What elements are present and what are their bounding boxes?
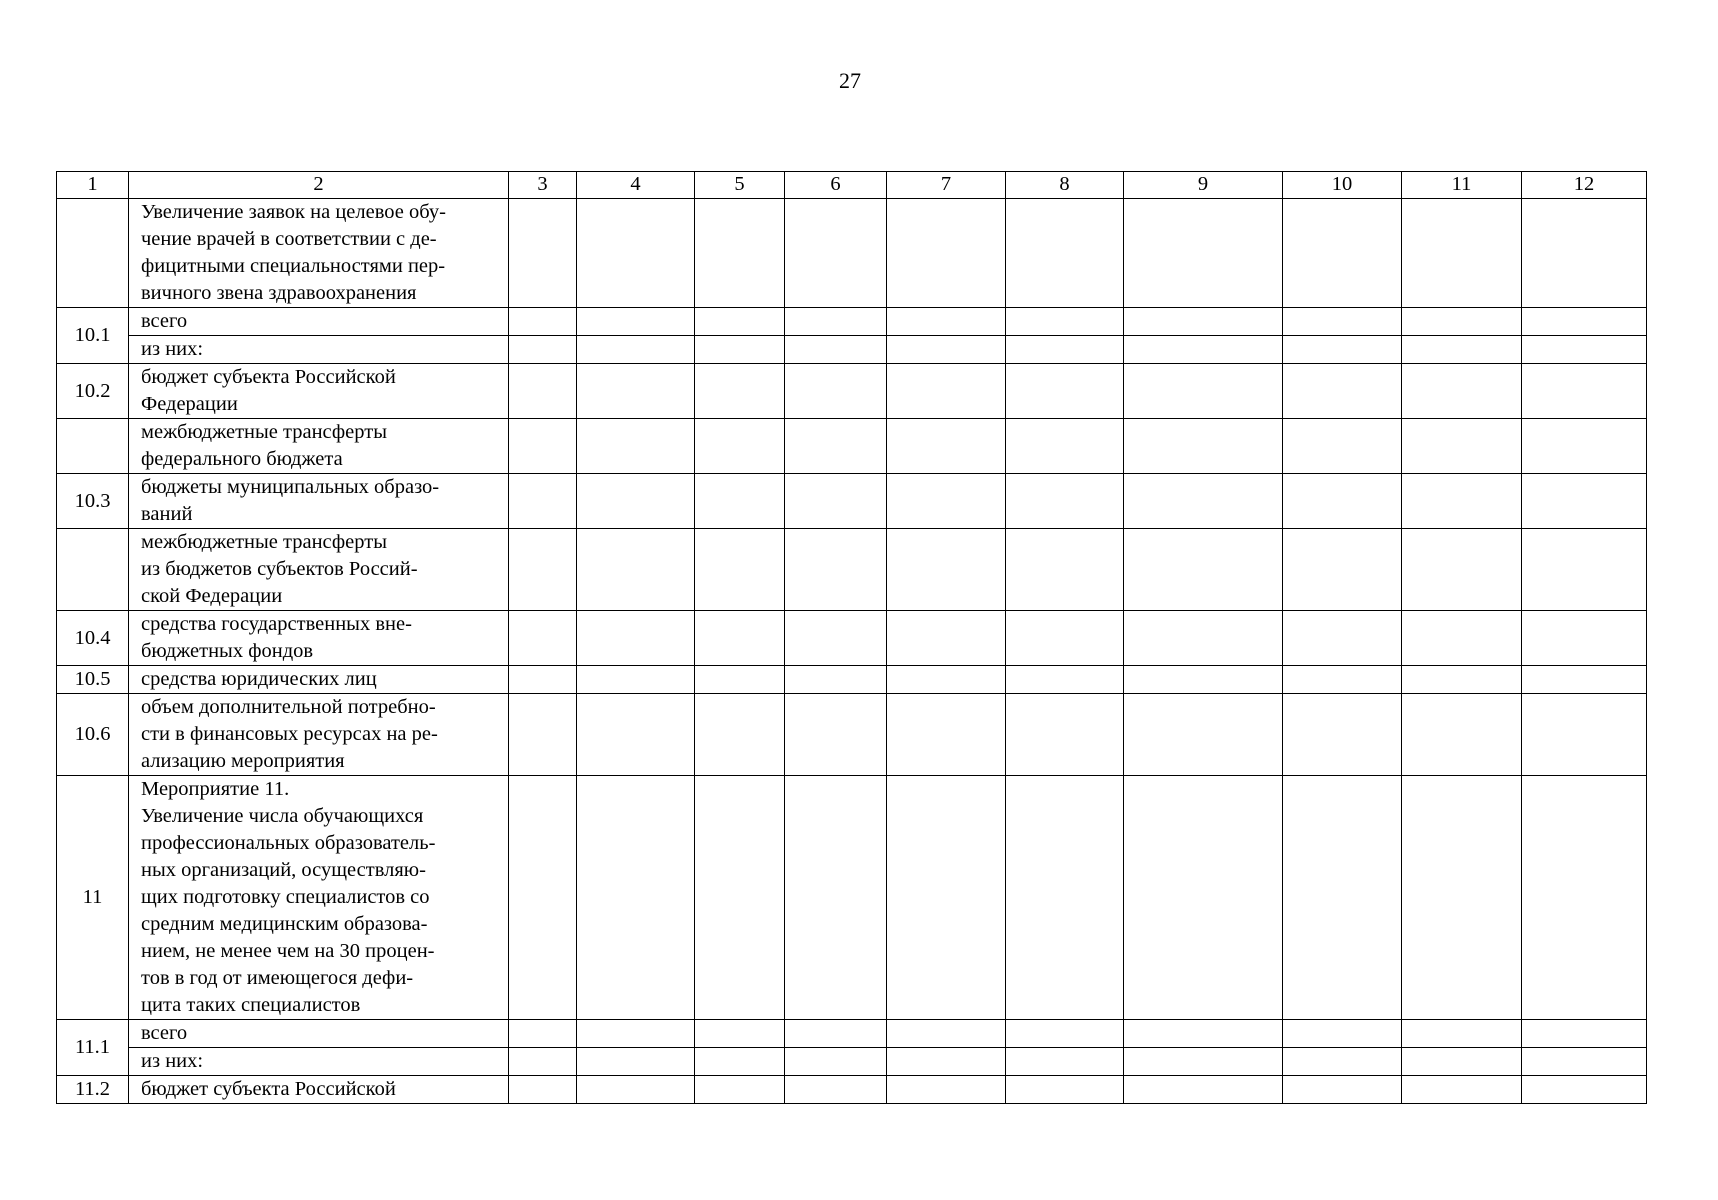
value-cell — [695, 199, 785, 308]
description-line: фицитными специальностями пер- — [141, 255, 446, 277]
row-description-cell — [129, 308, 509, 336]
value-cell — [1402, 529, 1522, 611]
value-cell — [1522, 611, 1647, 666]
value-cell — [1522, 1048, 1647, 1076]
value-cell — [577, 694, 695, 776]
description-line: ской Федерации — [141, 585, 283, 607]
value-cell — [1522, 529, 1647, 611]
table-row — [57, 666, 1647, 694]
description-line: тов в год от имеющегося дефи- — [141, 967, 414, 989]
table-row — [57, 611, 1647, 666]
value-cell — [785, 1020, 887, 1048]
row-number-cell: 11 — [57, 776, 129, 1020]
value-cell — [1522, 666, 1647, 694]
value-cell — [1522, 474, 1647, 529]
value-cell — [1283, 694, 1402, 776]
value-cell — [509, 364, 577, 419]
value-cell — [1124, 364, 1283, 419]
row-number-cell: 10.4 — [57, 611, 129, 666]
value-cell — [509, 529, 577, 611]
value-cell — [695, 364, 785, 419]
value-cell — [1522, 199, 1647, 308]
table-row — [57, 308, 1647, 336]
value-cell — [1402, 1020, 1522, 1048]
row-description-cell — [129, 474, 509, 529]
row-description-cell — [129, 336, 509, 364]
column-header: 11 — [1402, 172, 1522, 199]
row-description-cell — [129, 364, 509, 419]
value-cell — [1283, 336, 1402, 364]
description-line: бюджет субъекта Российской — [141, 1078, 396, 1100]
value-cell — [509, 419, 577, 474]
value-cell — [1402, 199, 1522, 308]
value-cell — [887, 666, 1006, 694]
value-cell — [1006, 776, 1124, 1020]
column-header: 10 — [1283, 172, 1402, 199]
value-cell — [577, 611, 695, 666]
row-number-cell: 11.2 — [57, 1076, 129, 1104]
column-header: 9 — [1124, 172, 1283, 199]
value-cell — [695, 474, 785, 529]
value-cell — [1522, 694, 1647, 776]
value-cell — [695, 1048, 785, 1076]
value-cell — [1283, 1048, 1402, 1076]
value-cell — [1522, 419, 1647, 474]
value-cell — [1006, 1020, 1124, 1048]
row-description-cell — [129, 666, 509, 694]
row-number-cell: 10.5 — [57, 666, 129, 694]
column-header: 7 — [887, 172, 1006, 199]
value-cell — [1283, 474, 1402, 529]
value-cell — [1006, 364, 1124, 419]
value-cell — [1402, 1048, 1522, 1076]
column-header: 1 — [57, 172, 129, 199]
description-line: из бюджетов субъектов Россий- — [141, 558, 418, 580]
row-description-cell — [129, 611, 509, 666]
value-cell — [1283, 1020, 1402, 1048]
value-cell — [1402, 474, 1522, 529]
value-cell — [1283, 776, 1402, 1020]
value-cell — [1402, 308, 1522, 336]
value-cell — [509, 1048, 577, 1076]
page-number: 27 — [839, 68, 861, 93]
table-row — [57, 1020, 1647, 1048]
value-cell — [1283, 666, 1402, 694]
value-cell — [1402, 694, 1522, 776]
value-cell — [1124, 419, 1283, 474]
value-cell — [1283, 1076, 1402, 1104]
value-cell — [1402, 336, 1522, 364]
description-line: цита таких специалистов — [141, 994, 361, 1016]
description-line: всего — [141, 310, 188, 332]
value-cell — [1124, 1020, 1283, 1048]
value-cell — [577, 419, 695, 474]
value-cell — [509, 666, 577, 694]
value-cell — [1006, 611, 1124, 666]
value-cell — [1402, 364, 1522, 419]
row-number-cell — [57, 529, 129, 611]
value-cell — [1124, 1076, 1283, 1104]
value-cell — [577, 1020, 695, 1048]
value-cell — [1283, 419, 1402, 474]
value-cell — [1522, 336, 1647, 364]
value-cell — [1006, 336, 1124, 364]
description-line: Мероприятие 11. — [141, 778, 290, 800]
row-number-cell: 10.2 — [57, 364, 129, 419]
value-cell — [577, 364, 695, 419]
value-cell — [887, 529, 1006, 611]
description-line: ализацию мероприятия — [141, 750, 345, 772]
row-number-cell: 10.6 — [57, 694, 129, 776]
value-cell — [1006, 308, 1124, 336]
description-line: бюджет субъекта Российской — [141, 366, 396, 388]
value-cell — [509, 694, 577, 776]
value-cell — [695, 308, 785, 336]
value-cell — [887, 694, 1006, 776]
row-number-cell: 10.3 — [57, 474, 129, 529]
table-row — [57, 694, 1647, 776]
column-header: 3 — [509, 172, 577, 199]
value-cell — [1124, 336, 1283, 364]
value-cell — [1124, 308, 1283, 336]
value-cell — [577, 666, 695, 694]
row-description-cell — [129, 776, 509, 1020]
value-cell — [887, 1048, 1006, 1076]
table-row — [57, 364, 1647, 419]
row-description-cell — [129, 1048, 509, 1076]
value-cell — [695, 1076, 785, 1104]
value-cell — [509, 1076, 577, 1104]
column-header: 8 — [1006, 172, 1124, 199]
row-description-cell — [129, 1020, 509, 1048]
table-row — [57, 474, 1647, 529]
description-line: федерального бюджета — [141, 448, 343, 470]
value-cell — [785, 1076, 887, 1104]
value-cell — [785, 529, 887, 611]
column-header: 12 — [1522, 172, 1647, 199]
description-line: средним медицинским образова- — [141, 913, 428, 935]
value-cell — [785, 308, 887, 336]
value-cell — [577, 776, 695, 1020]
value-cell — [1402, 1076, 1522, 1104]
column-header: 4 — [577, 172, 695, 199]
value-cell — [509, 776, 577, 1020]
value-cell — [785, 474, 887, 529]
value-cell — [1006, 666, 1124, 694]
value-cell — [1522, 1076, 1647, 1104]
value-cell — [1124, 666, 1283, 694]
value-cell — [1283, 308, 1402, 336]
value-cell — [1124, 611, 1283, 666]
value-cell — [1402, 611, 1522, 666]
value-cell — [1402, 666, 1522, 694]
value-cell — [1522, 776, 1647, 1020]
row-number-cell — [57, 199, 129, 308]
value-cell — [785, 776, 887, 1020]
description-line: бюджеты муниципальных образо- — [141, 476, 440, 498]
row-number-cell — [57, 419, 129, 474]
table-row — [57, 1076, 1647, 1104]
value-cell — [887, 611, 1006, 666]
value-cell — [577, 474, 695, 529]
description-line: ваний — [141, 503, 193, 525]
value-cell — [1402, 776, 1522, 1020]
row-number-cell: 10.1 — [57, 308, 129, 364]
value-cell — [695, 419, 785, 474]
description-line: чение врачей в соответствии с де- — [141, 228, 437, 250]
row-number-cell: 11.1 — [57, 1020, 129, 1076]
value-cell — [785, 364, 887, 419]
column-header: 2 — [129, 172, 509, 199]
value-cell — [1124, 474, 1283, 529]
value-cell — [1283, 611, 1402, 666]
value-cell — [1283, 199, 1402, 308]
value-cell — [887, 308, 1006, 336]
value-cell — [887, 419, 1006, 474]
row-description-cell — [129, 694, 509, 776]
header-row — [57, 172, 1647, 199]
value-cell — [509, 308, 577, 336]
value-cell — [577, 199, 695, 308]
description-line: Федерации — [141, 393, 238, 415]
value-cell — [577, 529, 695, 611]
value-cell — [577, 336, 695, 364]
value-cell — [1522, 308, 1647, 336]
value-cell — [887, 364, 1006, 419]
value-cell — [887, 474, 1006, 529]
value-cell — [1006, 474, 1124, 529]
column-header: 6 — [785, 172, 887, 199]
row-description-cell — [129, 419, 509, 474]
description-line: объем дополнительной потребно- — [141, 696, 436, 718]
value-cell — [1283, 364, 1402, 419]
value-cell — [509, 199, 577, 308]
value-cell — [509, 1020, 577, 1048]
description-line: из них: — [141, 1050, 204, 1072]
value-cell — [1283, 529, 1402, 611]
value-cell — [1006, 694, 1124, 776]
description-line: бюджетных фондов — [141, 640, 314, 662]
budget-table — [56, 171, 1647, 1104]
value-cell — [1522, 1020, 1647, 1048]
value-cell — [785, 666, 887, 694]
row-description-cell — [129, 1076, 509, 1104]
value-cell — [785, 336, 887, 364]
value-cell — [509, 336, 577, 364]
value-cell — [1522, 364, 1647, 419]
value-cell — [695, 529, 785, 611]
value-cell — [785, 694, 887, 776]
description-line: средства юридических лиц — [141, 668, 377, 690]
description-line: вичного звена здравоохранения — [141, 282, 417, 304]
value-cell — [509, 474, 577, 529]
value-cell — [1402, 419, 1522, 474]
description-line: ных организаций, осуществляю- — [141, 859, 426, 881]
row-description-cell — [129, 199, 509, 308]
description-line: сти в финансовых ресурсах на ре- — [141, 723, 438, 745]
table-row — [57, 529, 1647, 611]
value-cell — [1124, 1048, 1283, 1076]
value-cell — [695, 666, 785, 694]
value-cell — [887, 776, 1006, 1020]
table-row — [57, 776, 1647, 1020]
value-cell — [1006, 199, 1124, 308]
description-line: всего — [141, 1022, 188, 1044]
column-header: 5 — [695, 172, 785, 199]
description-line: щих подготовку специалистов со — [141, 886, 430, 908]
value-cell — [785, 1048, 887, 1076]
value-cell — [695, 1020, 785, 1048]
description-line: межбюджетные трансферты — [141, 531, 387, 553]
description-line: профессиональных образователь- — [141, 832, 436, 854]
value-cell — [509, 611, 577, 666]
value-cell — [785, 199, 887, 308]
table-row — [57, 336, 1647, 364]
description-line: средства государственных вне- — [141, 613, 412, 635]
value-cell — [577, 308, 695, 336]
value-cell — [695, 694, 785, 776]
description-line: Увеличение числа обучающихся — [141, 805, 424, 827]
value-cell — [695, 611, 785, 666]
description-line: межбюджетные трансферты — [141, 421, 387, 443]
value-cell — [1124, 776, 1283, 1020]
value-cell — [887, 1076, 1006, 1104]
value-cell — [695, 776, 785, 1020]
table-row — [57, 1048, 1647, 1076]
value-cell — [887, 1020, 1006, 1048]
value-cell — [785, 611, 887, 666]
value-cell — [785, 419, 887, 474]
value-cell — [577, 1076, 695, 1104]
value-cell — [1006, 529, 1124, 611]
table-body — [57, 199, 1647, 1104]
description-line: нием, не менее чем на 30 процен- — [141, 940, 435, 962]
value-cell — [1006, 1048, 1124, 1076]
value-cell — [1006, 1076, 1124, 1104]
table-row — [57, 419, 1647, 474]
table-row — [57, 199, 1647, 308]
value-cell — [1124, 529, 1283, 611]
value-cell — [887, 199, 1006, 308]
value-cell — [577, 1048, 695, 1076]
row-description-cell — [129, 529, 509, 611]
value-cell — [695, 336, 785, 364]
value-cell — [887, 336, 1006, 364]
value-cell — [1124, 199, 1283, 308]
description-line: из них: — [141, 338, 204, 360]
description-line: Увеличение заявок на целевое обу- — [141, 201, 446, 223]
value-cell — [1006, 419, 1124, 474]
value-cell — [1124, 694, 1283, 776]
